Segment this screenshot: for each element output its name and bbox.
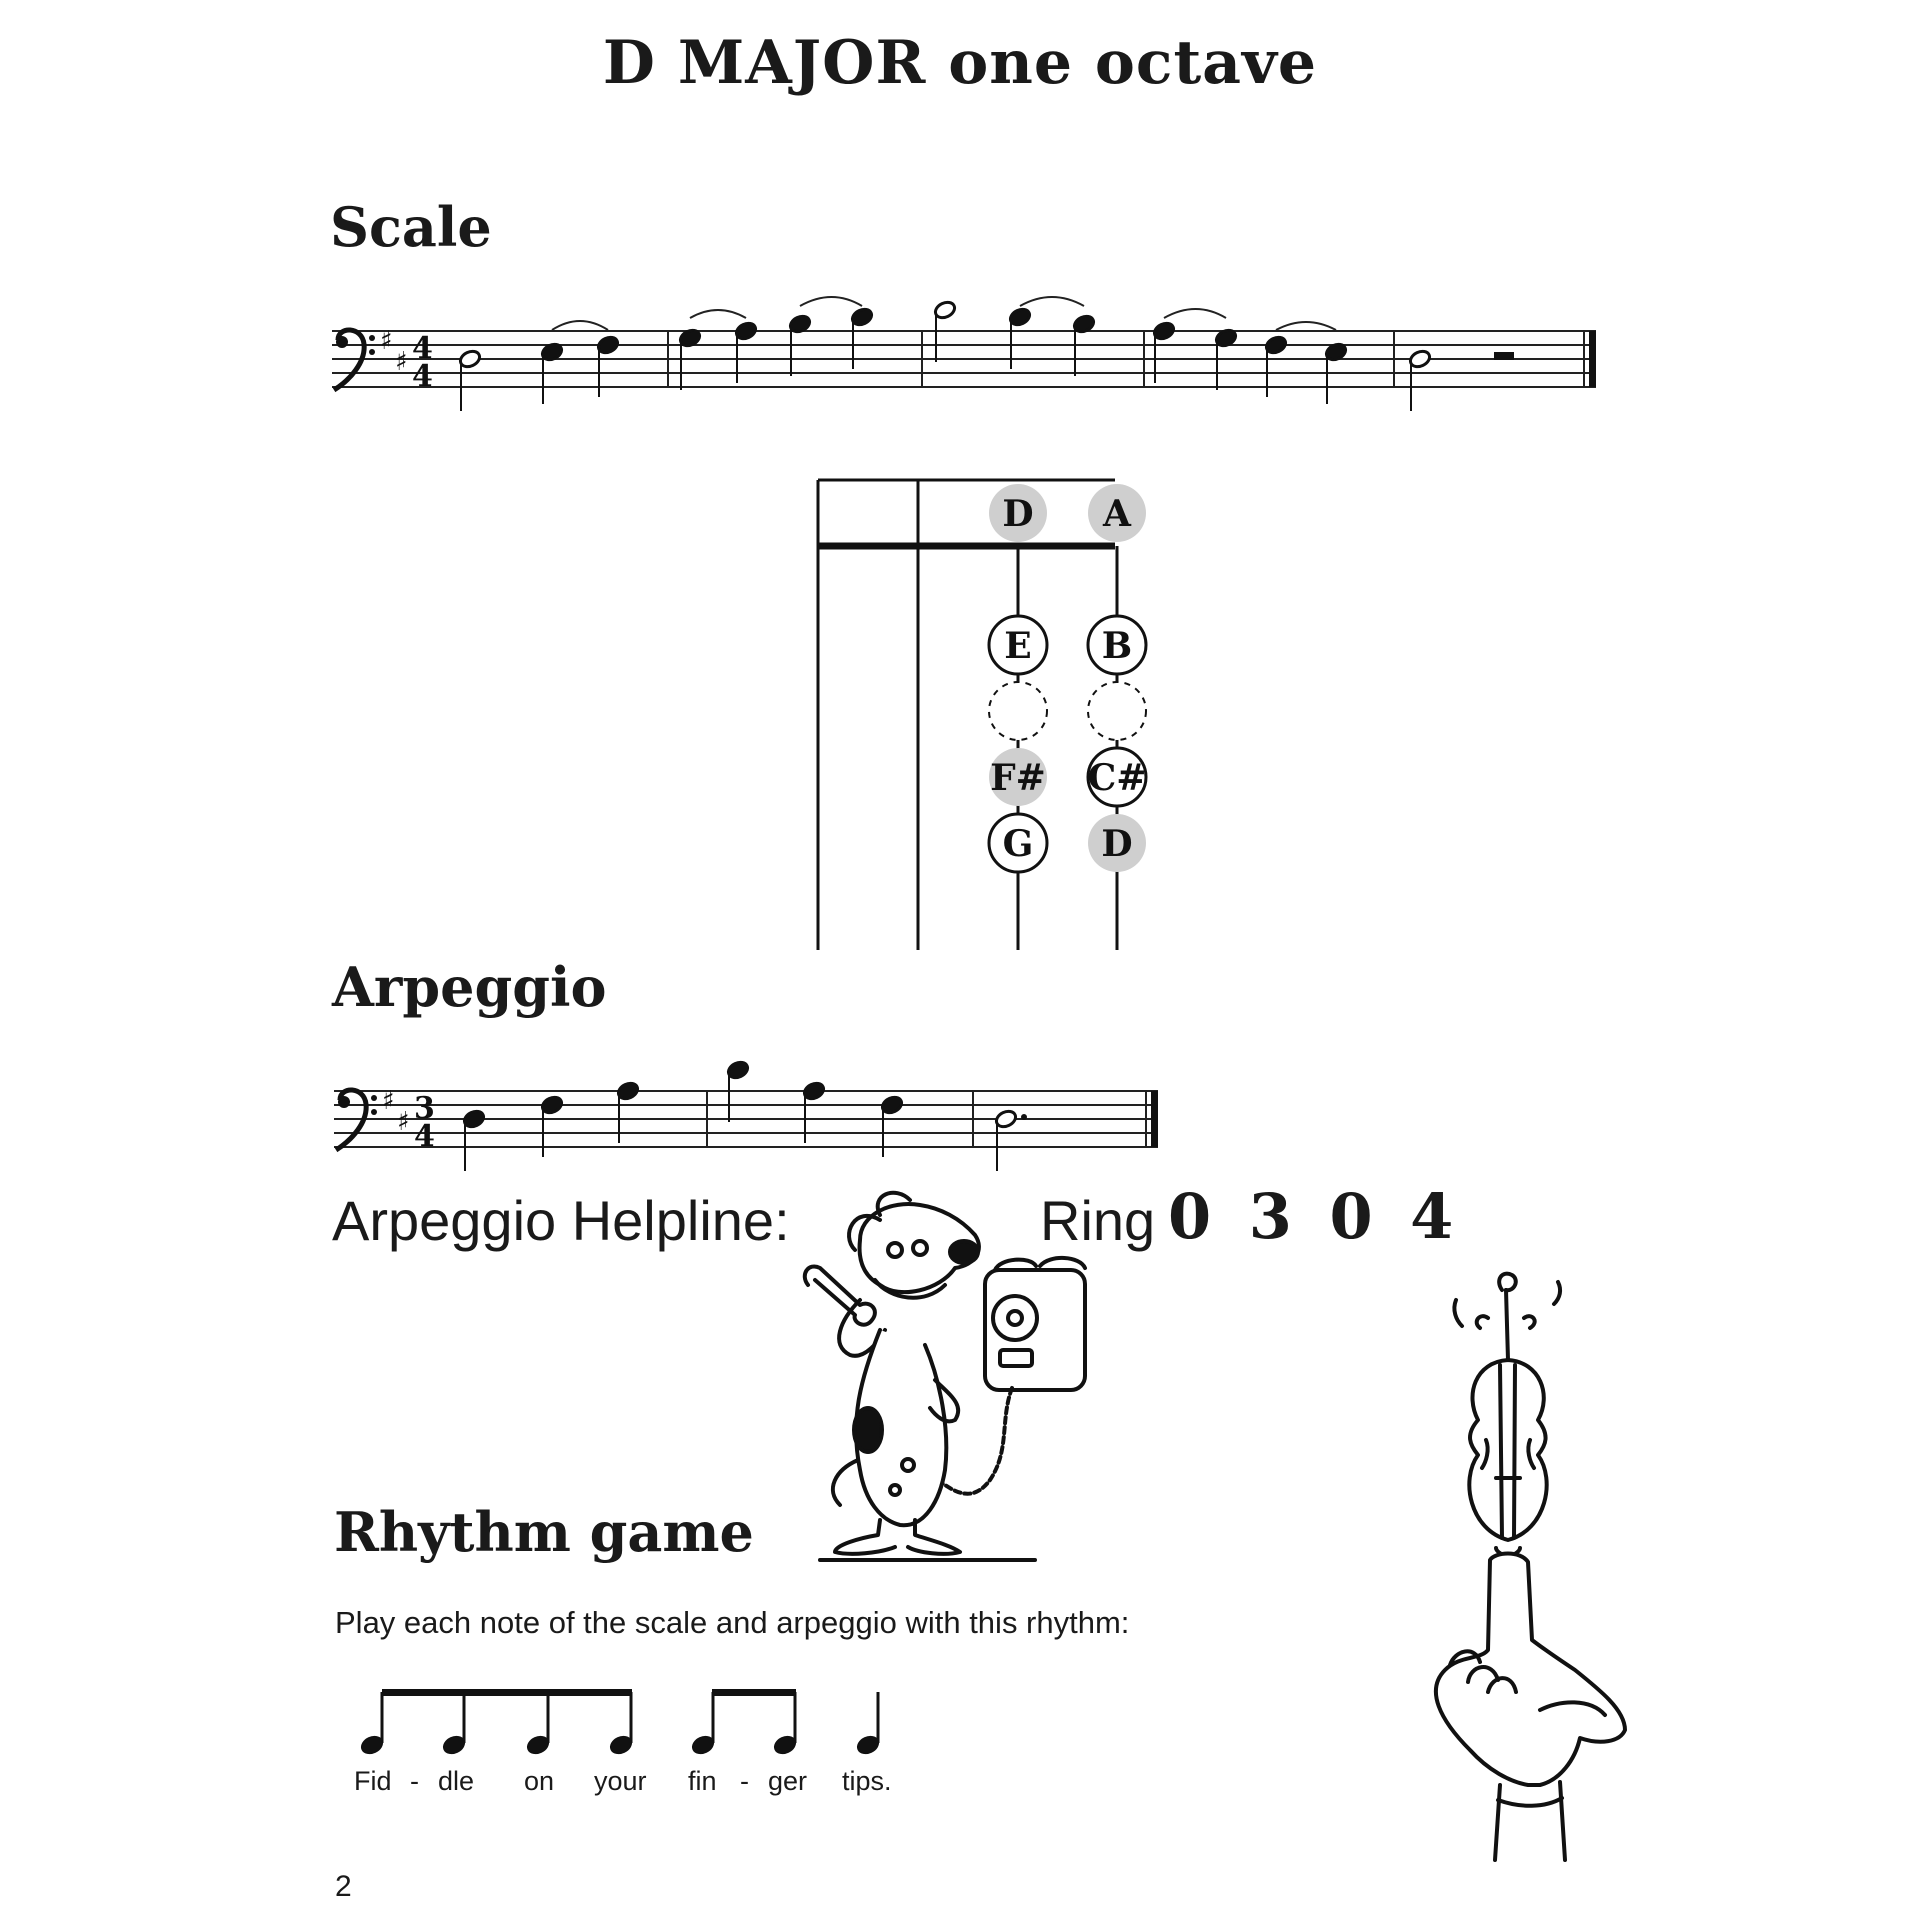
finger-position-label: F#	[990, 757, 1046, 799]
sharp-icon: ♯	[397, 1107, 410, 1137]
lyric-syllable: Fid	[354, 1766, 392, 1796]
sharp-icon: ♯	[380, 326, 393, 356]
beam	[712, 1689, 796, 1696]
sharp-icon: ♯	[382, 1086, 395, 1116]
time-signature-bottom: 4	[414, 1119, 435, 1154]
finger-position-label: E	[1004, 625, 1032, 667]
ring-digits: 0 3 0 4	[1168, 1180, 1462, 1253]
lyric-syllable: dle	[438, 1766, 475, 1796]
scale-heading: Scale	[330, 195, 492, 259]
lyric-syllable: fin	[688, 1766, 717, 1796]
beam	[382, 1689, 632, 1696]
lyric-syllable: your	[594, 1766, 647, 1796]
time-signature-bottom: 4	[412, 359, 433, 394]
rhythm-instruction: Play each note of the scale and arpeggio with this rhythm:	[335, 1605, 1130, 1640]
lyric-hyphen: -	[740, 1766, 749, 1796]
finger-position-label: D	[1101, 823, 1133, 865]
sharp-icon: ♯	[395, 347, 408, 377]
lyric-syllable: on	[524, 1766, 555, 1796]
lyric-hyphen: -	[410, 1766, 419, 1796]
finger-position-label: D	[1002, 493, 1034, 535]
rhythm-heading: Rhythm game	[334, 1500, 754, 1564]
lyric-syllable: ger	[768, 1766, 808, 1796]
lyric-syllable: tips.	[842, 1766, 892, 1796]
time-signature-top: 3	[414, 1091, 435, 1126]
ring-label: Ring	[1040, 1189, 1156, 1252]
time-signature-top: 4	[412, 331, 433, 366]
finger-position-label: G	[1002, 823, 1034, 865]
finger-position-label: C#	[1087, 757, 1147, 799]
finger-position-label: A	[1103, 493, 1131, 535]
arpeggio-heading: Arpeggio	[332, 955, 607, 1019]
page-title: D MAJOR one octave	[602, 28, 1318, 98]
finger-position-label: B	[1101, 625, 1133, 667]
page-number: 2	[335, 1870, 352, 1903]
helpline-label: Arpeggio Helpline:	[332, 1189, 790, 1252]
